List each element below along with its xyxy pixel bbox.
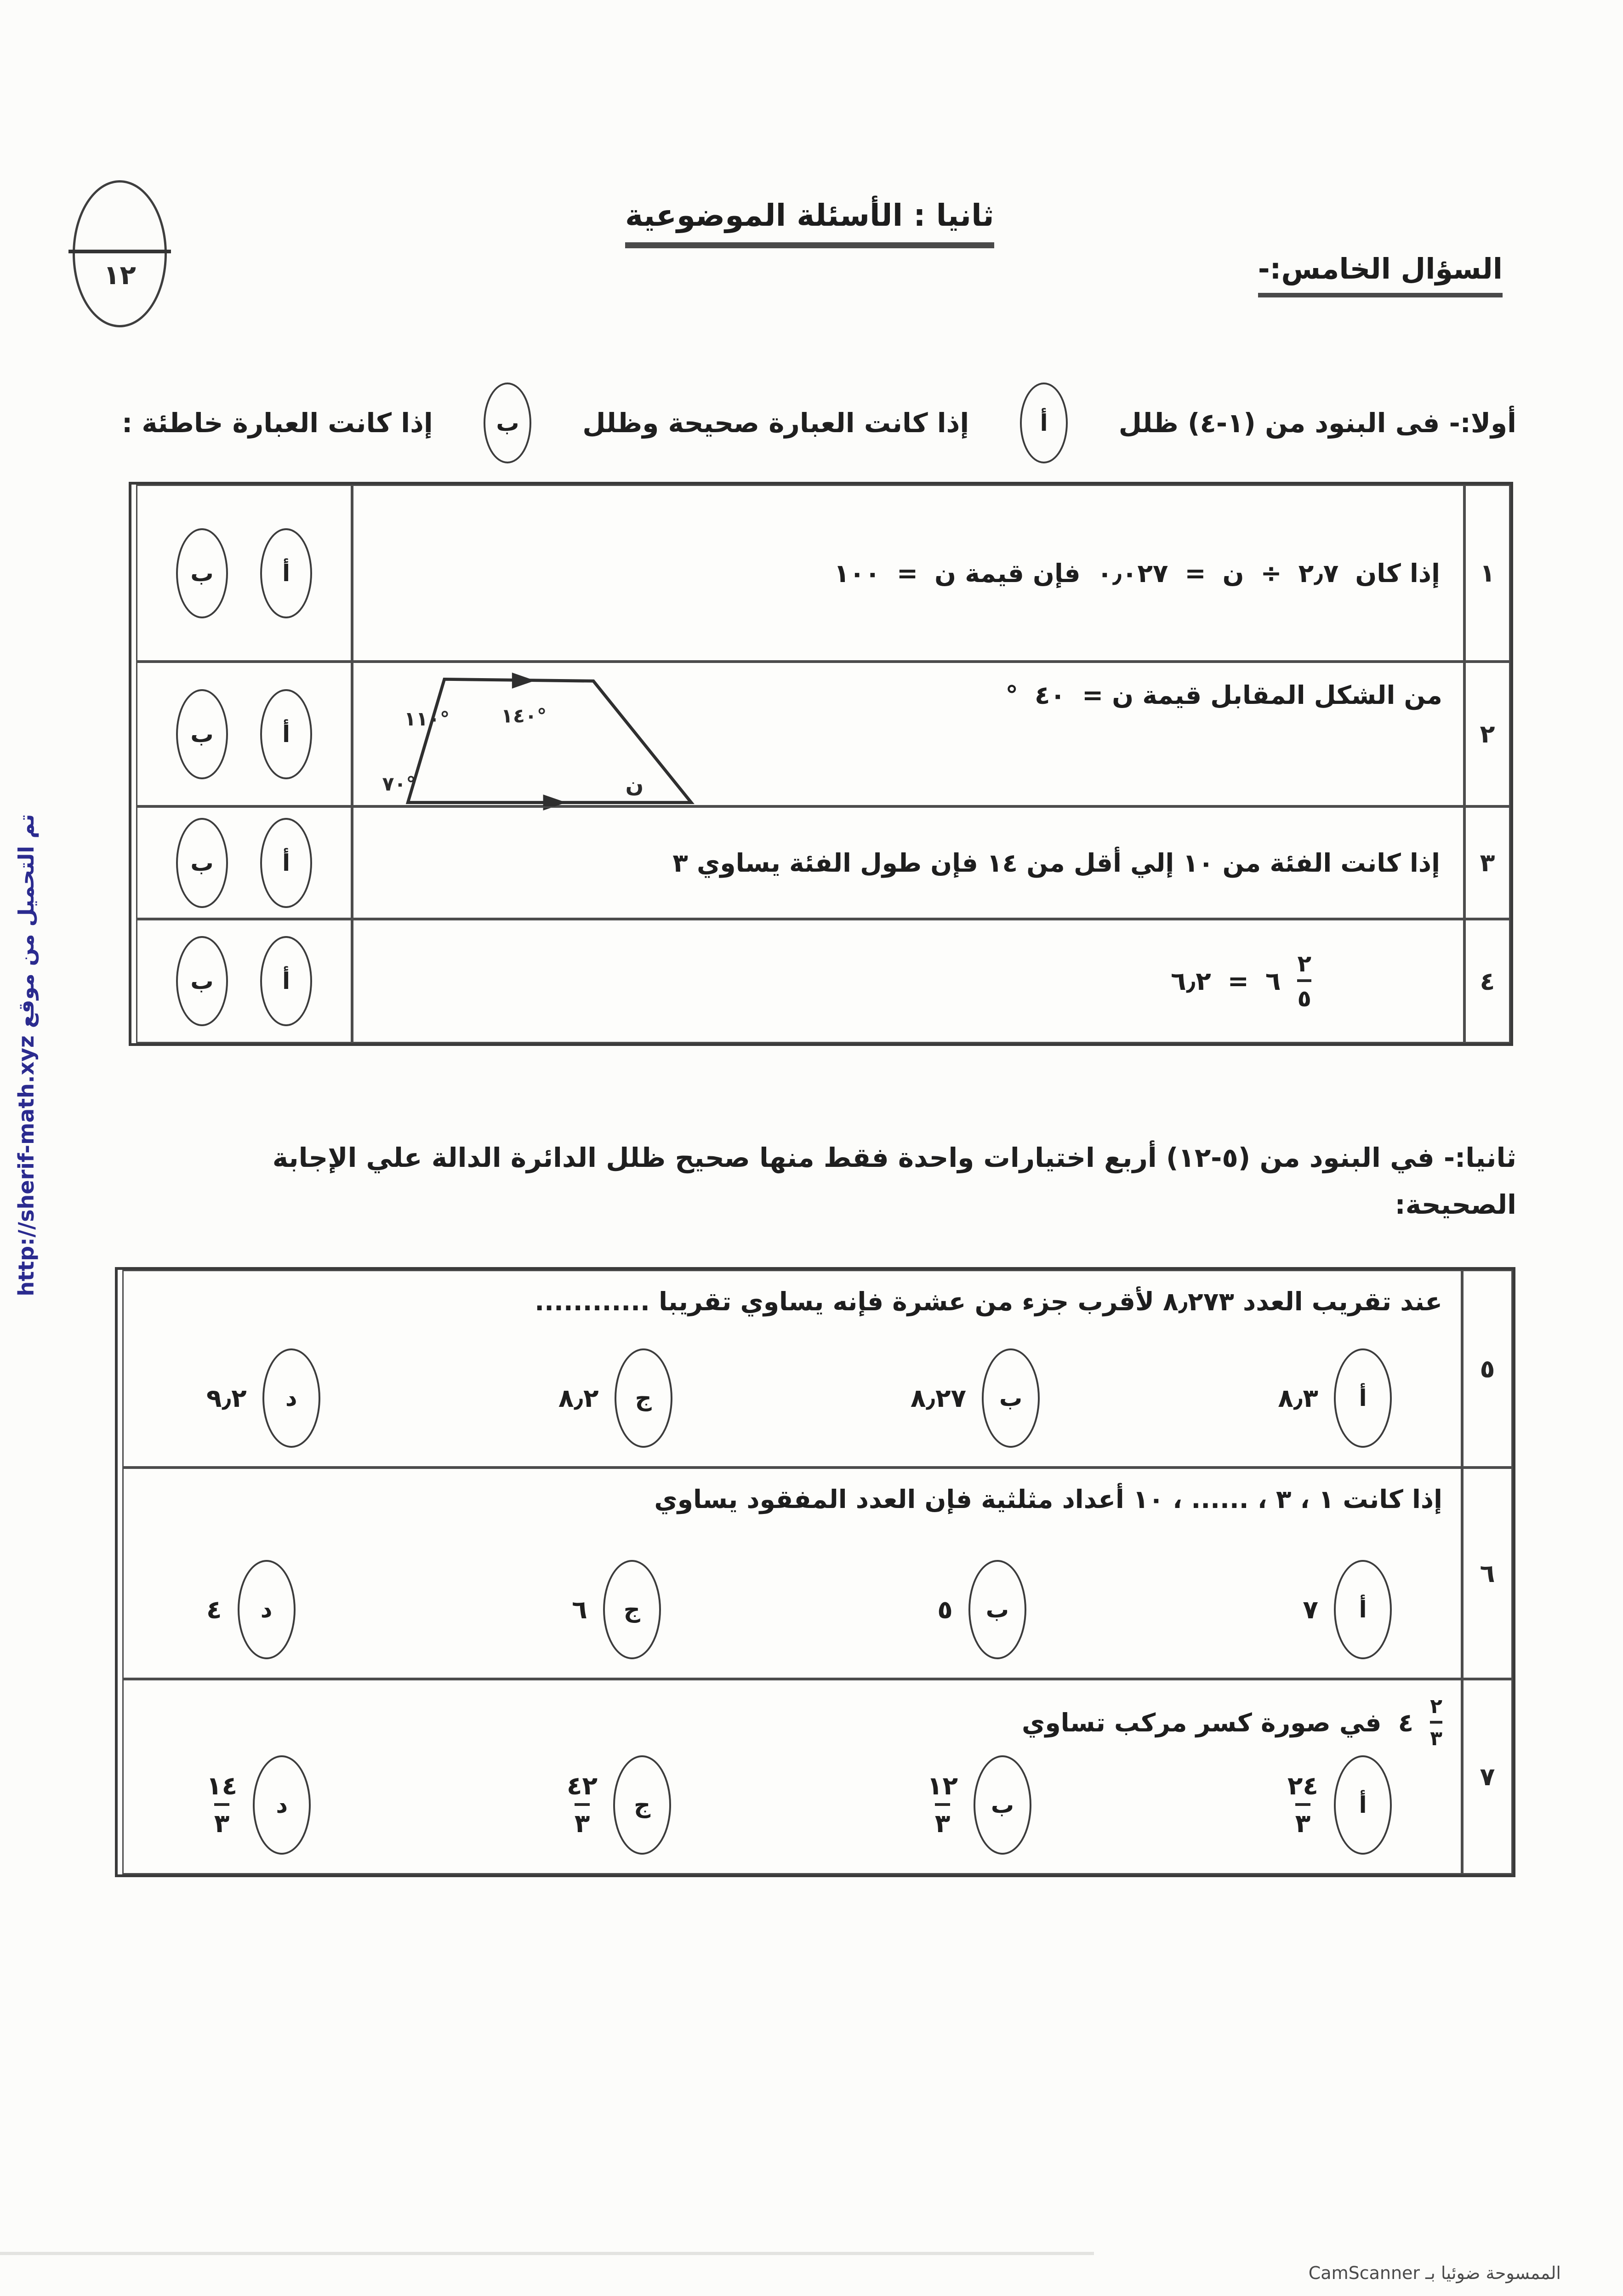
mcq-table: [115, 1267, 1515, 1877]
eq-token: ن: [1222, 558, 1244, 588]
choice-c: [572, 1560, 661, 1659]
angle-70-label: °٧٠: [382, 772, 416, 796]
bubble-letter: ب: [999, 1385, 1023, 1411]
q6-bubble-a[interactable]: [1334, 1560, 1392, 1659]
choice-a: [1287, 1755, 1392, 1855]
item-2-question: [352, 662, 1464, 806]
choice-fraction: [1287, 1773, 1318, 1837]
choice-b: [937, 1560, 1026, 1659]
fraction-denominator: ٥: [1297, 979, 1311, 1011]
fraction-two-fifths: [1297, 952, 1311, 1011]
question-7-text-line: [137, 1696, 1442, 1749]
fraction-numerator: ٤٢: [566, 1771, 598, 1801]
division-sign: ÷: [1260, 558, 1282, 588]
bubble-letter: ج: [635, 1385, 652, 1411]
whole-number: ٤: [1398, 1708, 1414, 1738]
q7-bubble-b[interactable]: [974, 1755, 1031, 1855]
choice-value: ٨٫٢٧: [910, 1383, 967, 1413]
choice-value: ٨٫٢: [558, 1383, 599, 1413]
item-4-question: [352, 919, 1464, 1043]
instruction-tail: إذا كانت العبارة خاطئة :: [122, 407, 433, 439]
question-6-text: إذا كانت ١ ، ٣ ، ...... ، ١٠ أعداد مثلثية فإن العدد المفقود يساوي: [654, 1485, 1442, 1514]
question-five-header: السؤال الخامس:-: [1258, 252, 1503, 297]
bubble-letter: د: [276, 1792, 288, 1818]
part2-instruction-line1: ثانيا:- في البنود من (٥-١٢) أربع اختيارات واحدة فقط منها صحيح ظلل الدائرة الدالة علي الإجابة: [272, 1142, 1516, 1173]
q7-bubble-d[interactable]: [253, 1755, 311, 1855]
bubble-letter: د: [260, 1596, 273, 1623]
question-5-text: عند تقريب العدد ٨٫٢٧٣ لأقرب جزء من عشرة فإنه يساوي تقريبا ............: [535, 1287, 1442, 1316]
angle-n-label: ن: [625, 772, 644, 798]
item-4-number: ٤: [1464, 919, 1510, 1043]
item-3-bubble-a[interactable]: [260, 818, 312, 908]
trapezium-figure: [382, 671, 707, 809]
choice-value: ٨٫٣: [1278, 1383, 1318, 1413]
bubble-letter: أ: [1359, 1792, 1367, 1818]
choice-b-letter: ب: [496, 410, 519, 436]
item-1-equation: [834, 559, 1440, 588]
item-1-bubble-a[interactable]: [260, 528, 312, 618]
part2-instruction: [184, 1135, 1516, 1228]
fraction-two-thirds: [1430, 1696, 1442, 1749]
q6-bubble-d[interactable]: [238, 1560, 296, 1659]
bubble-letter: ب: [190, 968, 214, 994]
equals-sign: =: [1185, 558, 1206, 588]
scan-edge-artifact: [0, 2252, 1094, 2255]
q5-bubble-c[interactable]: [615, 1348, 672, 1448]
part2-instruction-line2: الصحيحة:: [1395, 1188, 1516, 1220]
bubble-letter: أ: [282, 560, 290, 587]
bubble-letter: أ: [1359, 1385, 1367, 1411]
choice-a: [1303, 1560, 1392, 1659]
item-4-bubble-b[interactable]: [176, 936, 228, 1026]
bubble-letter: أ: [1359, 1596, 1367, 1623]
badge-divider-line: [68, 250, 171, 253]
section-title: ثانيا : الأسئلة الموضوعية: [625, 198, 994, 248]
item-4-answers: [136, 919, 352, 1043]
eq-token: من الشكل المقابل قيمة ن =: [1082, 680, 1442, 710]
choice-b-bubble[interactable]: [484, 383, 531, 463]
choice-d: [206, 1348, 320, 1448]
item-4-equation: [1171, 952, 1311, 1011]
camscanner-watermark: الممسوحة ضوئيا بـ CamScanner: [1308, 2263, 1561, 2283]
item-1-answers: [136, 485, 352, 662]
item-1-question: [352, 485, 1464, 662]
decimal-result: ٦٫٢: [1171, 966, 1211, 996]
item-1-bubble-b[interactable]: [176, 528, 228, 618]
choice-fraction: [927, 1773, 958, 1837]
choice-value: ٥: [937, 1595, 953, 1624]
q6-bubble-b[interactable]: [968, 1560, 1026, 1659]
eq-token: ٠٫٠٢٧: [1097, 558, 1168, 588]
question-5-number: ٥: [1462, 1270, 1513, 1468]
whole-number: ٦: [1265, 966, 1281, 996]
question-6-number: ٦: [1462, 1468, 1513, 1679]
choice-c: [567, 1755, 671, 1855]
fraction-numerator: ٢: [1430, 1695, 1442, 1718]
fraction-numerator: ١٤: [206, 1771, 238, 1801]
q6-bubble-c[interactable]: [603, 1560, 661, 1659]
fraction-numerator: ٢: [1297, 950, 1311, 977]
choice-value: ٧: [1303, 1595, 1318, 1624]
q5-bubble-d[interactable]: [262, 1348, 320, 1448]
choice-a: [1278, 1348, 1392, 1448]
question-6-choices: [137, 1560, 1442, 1662]
equals-sign: =: [1227, 966, 1249, 996]
page-number-badge: [73, 180, 167, 327]
question-7-choices: [137, 1755, 1442, 1857]
item-4-bubble-a[interactable]: [260, 936, 312, 1026]
choice-d: [206, 1755, 311, 1855]
question-5-text-line: [137, 1287, 1442, 1316]
eq-token: فإن قيمة ن: [934, 558, 1081, 588]
parallel-arrow-top: [512, 673, 535, 689]
download-source-note: تم التحميل من موقع http://sherif-math.xyz: [14, 814, 39, 1296]
fraction-denominator: ٣: [1295, 1803, 1311, 1837]
choice-b: [927, 1755, 1031, 1855]
angle-value: ٤٠: [1034, 680, 1066, 710]
fraction-numerator: ١٢: [927, 1771, 958, 1801]
choice-fraction: [567, 1773, 598, 1837]
item-2-text: [1005, 680, 1442, 710]
q7-bubble-c[interactable]: [613, 1755, 671, 1855]
question-5-choices: [137, 1348, 1442, 1451]
page-number: ١٢: [103, 259, 136, 291]
bubble-letter: ج: [623, 1596, 640, 1623]
angle-110-label: °١١٠: [404, 708, 450, 731]
eq-token: إذا كان: [1355, 558, 1440, 588]
bubble-letter: ب: [190, 720, 214, 748]
item-3-question: [352, 806, 1464, 919]
question-7: [122, 1679, 1462, 1874]
item-3-bubble-b[interactable]: [176, 818, 228, 908]
question-6-text-line: [137, 1485, 1442, 1514]
item-2-number: ٢: [1464, 662, 1510, 806]
choice-value: ٦: [572, 1595, 587, 1624]
part1-instruction: [122, 383, 1516, 463]
item-2-answers: [136, 662, 352, 806]
question-5: [122, 1270, 1462, 1468]
degree-sign: °: [1005, 680, 1018, 710]
fraction-denominator: ٣: [575, 1803, 590, 1837]
fraction-numerator: ٢٤: [1287, 1771, 1318, 1801]
q5-bubble-b[interactable]: [982, 1348, 1040, 1448]
question-7-text: في صورة كسر مركب تساوي: [1022, 1708, 1382, 1738]
bubble-letter: د: [285, 1385, 297, 1411]
true-false-table: [129, 482, 1513, 1046]
q7-bubble-a[interactable]: [1334, 1755, 1392, 1855]
equals-sign: =: [897, 558, 918, 588]
fraction-denominator: ٣: [935, 1803, 951, 1837]
bubble-letter: ب: [190, 849, 214, 876]
fraction-denominator: ٣: [214, 1803, 230, 1837]
q5-bubble-a[interactable]: [1334, 1348, 1392, 1448]
bubble-letter: أ: [282, 720, 290, 748]
instruction-lead: أولا:- فى البنود من (١-٤) ظلل: [1118, 407, 1516, 439]
question-7-number: ٧: [1462, 1679, 1513, 1874]
bubble-letter: ب: [190, 560, 214, 587]
item-2-bubble-b[interactable]: [176, 689, 228, 779]
bubble-letter: أ: [282, 968, 290, 994]
item-3-number: ٣: [1464, 806, 1510, 919]
item-1-number: ١: [1464, 485, 1510, 662]
bubble-letter: ب: [991, 1792, 1014, 1818]
choice-value: ٩٫٢: [206, 1383, 247, 1413]
bubble-letter: ج: [634, 1792, 651, 1818]
choice-a-letter: أ: [1040, 410, 1048, 436]
bubble-letter: ب: [985, 1596, 1009, 1623]
item-3-text: إذا كانت الفئة من ١٠ إلي أقل من ١٤ فإن طول الفئة يساوي ٣: [672, 848, 1440, 878]
choice-b: [911, 1348, 1040, 1448]
item-2-bubble-a[interactable]: [260, 689, 312, 779]
angle-140-label: °١٤٠: [501, 704, 547, 728]
fraction-denominator: ٣: [1430, 1721, 1442, 1749]
eq-token: ٢٫٧: [1298, 558, 1339, 588]
choice-fraction: [206, 1773, 237, 1837]
choice-value: ٤: [206, 1595, 222, 1624]
choice-c: [558, 1348, 672, 1448]
item-3-answers: [136, 806, 352, 919]
bubble-letter: أ: [282, 849, 290, 876]
instruction-mid: إذا كانت العبارة صحيحة وظلل: [582, 407, 969, 439]
choice-d: [206, 1560, 296, 1659]
question-6: [122, 1468, 1462, 1679]
eq-token: ١٠٠: [834, 558, 881, 588]
choice-a-bubble[interactable]: [1020, 383, 1068, 463]
